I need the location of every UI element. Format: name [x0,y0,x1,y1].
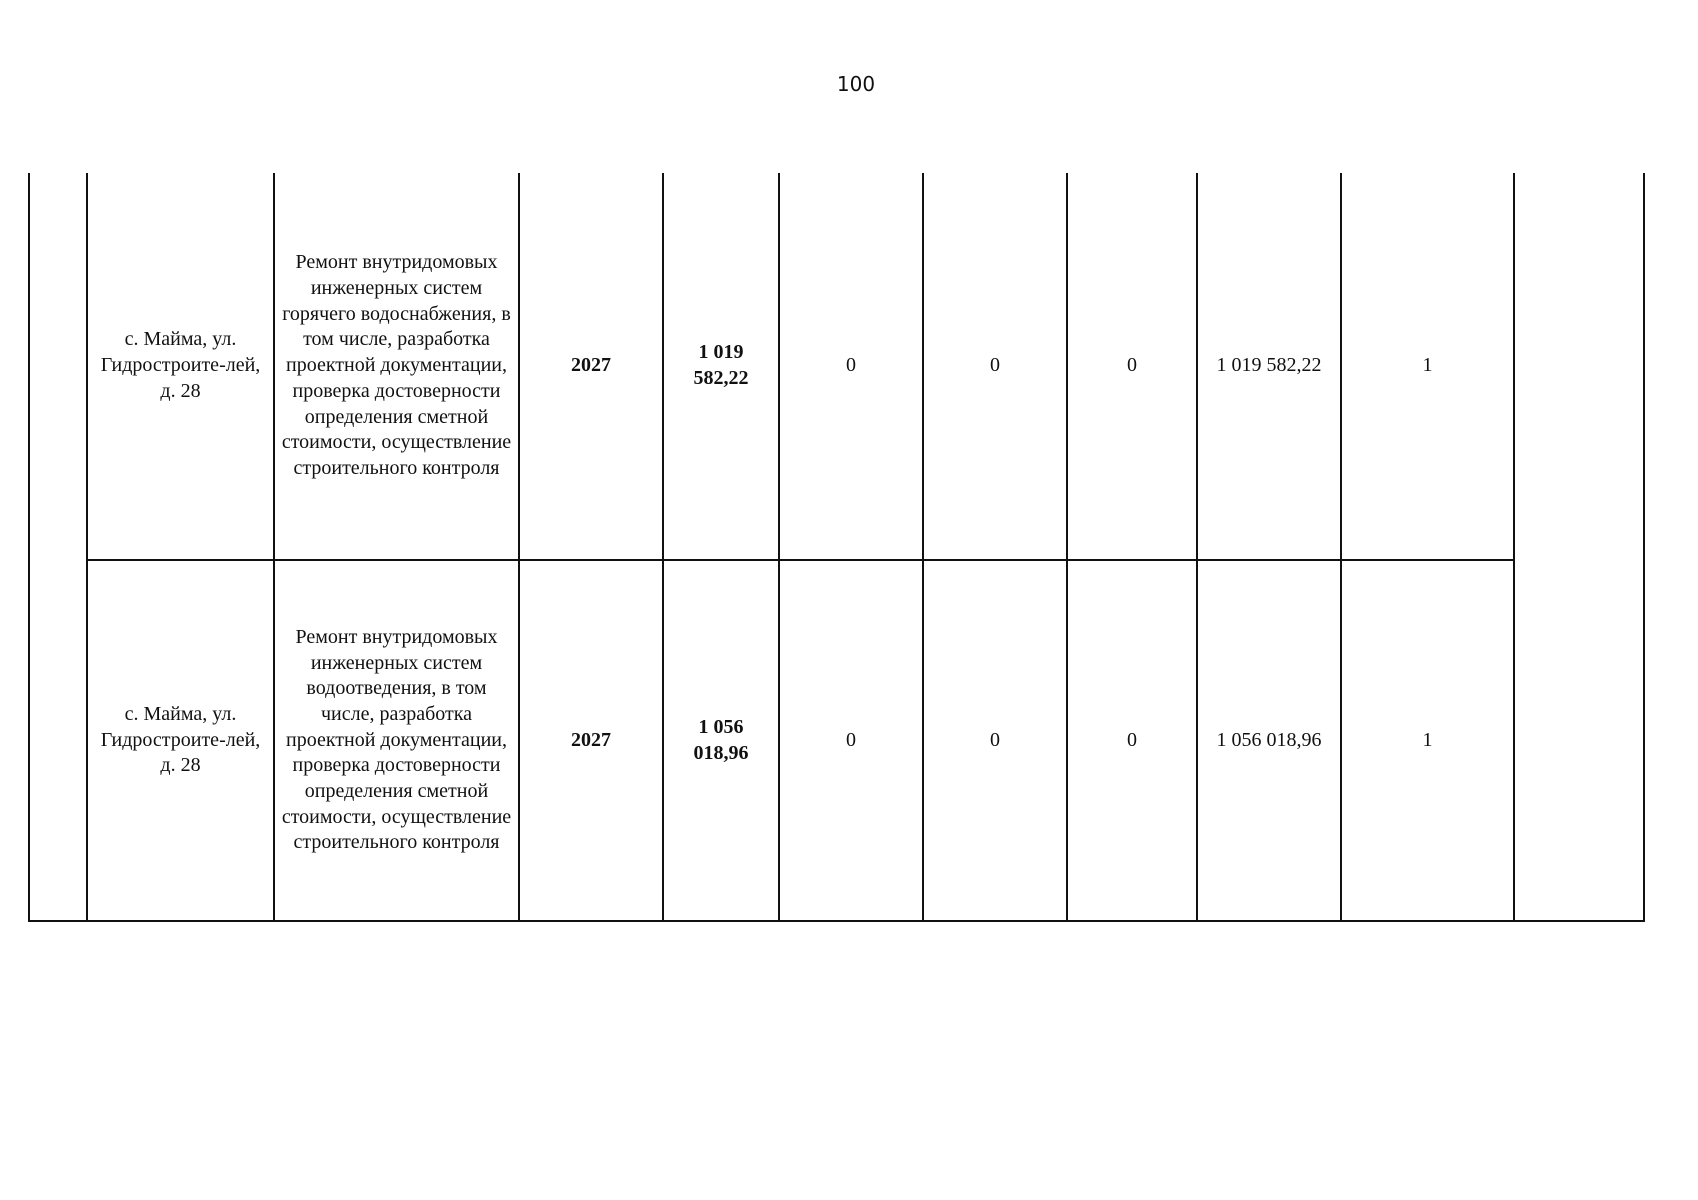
merged-last-cell [1514,173,1644,921]
total-cost-cell: 1 056 018,96 [663,560,779,921]
funding-cell-b: 0 [923,560,1067,921]
address-cell: с. Майма, ул. Гидростроите-лей, д. 28 [87,173,274,560]
year-cell: 2027 [519,560,663,921]
address-cell: с. Майма, ул. Гидростроите-лей, д. 28 [87,560,274,921]
funding-cell-d: 1 056 018,96 [1197,560,1341,921]
funding-cell-b: 0 [923,173,1067,560]
count-cell: 1 [1341,560,1514,921]
count-cell: 1 [1341,173,1514,560]
funding-cell-d: 1 019 582,22 [1197,173,1341,560]
row-number-cell [29,173,87,921]
table-row [29,560,1644,921]
funding-cell-c: 0 [1067,560,1197,921]
page-number: 100 [836,72,876,96]
year-cell: 2027 [519,173,663,560]
table-row [29,173,1644,560]
funding-cell-a: 0 [779,173,923,560]
work-description-cell: Ремонт внутридомовых инженерных систем водоотведения, в том числе, разработка проектной документации, проверка достоверности определения сметной стоимости, осуществление строительного контроля [274,560,519,921]
works-table [28,173,1645,922]
total-cost-cell: 1 019 582,22 [663,173,779,560]
work-description-cell: Ремонт внутридомовых инженерных систем горячего водоснабжения, в том числе, разработка проектной документации, проверка достоверности определения сметной стоимости, осуществление строительного контроля [274,173,519,560]
funding-cell-a: 0 [779,560,923,921]
funding-cell-c: 0 [1067,173,1197,560]
